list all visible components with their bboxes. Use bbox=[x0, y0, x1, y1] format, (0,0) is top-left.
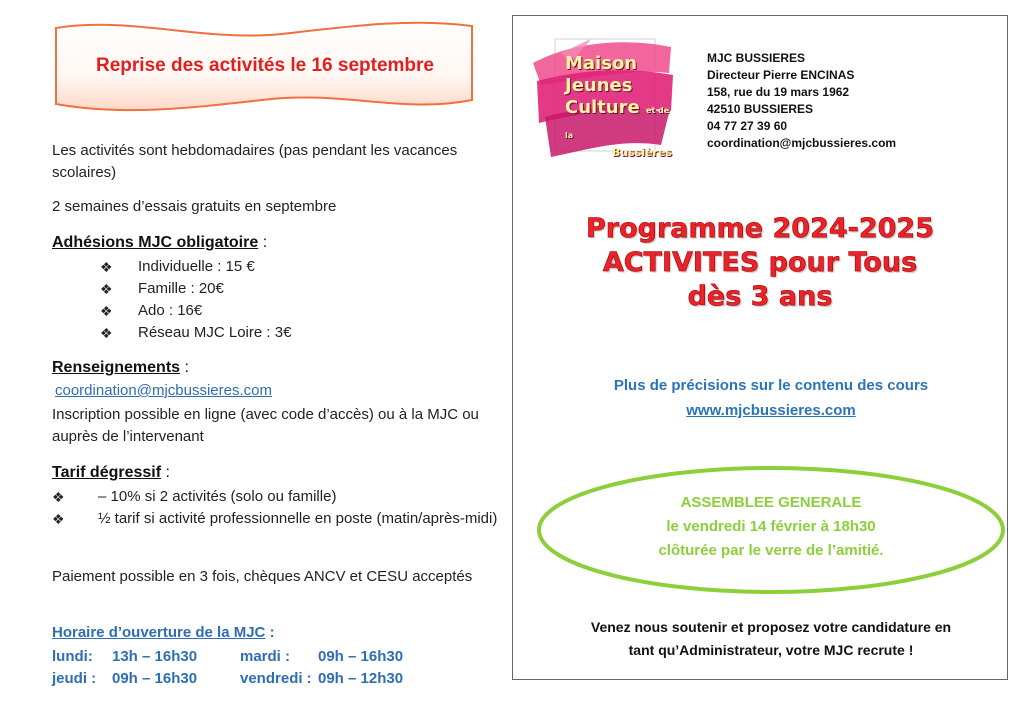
table-row: jeudi : 09h – 16h30 vendredi : 09h – 12h30 bbox=[52, 670, 404, 687]
diamond-bullet-icon: ❖ bbox=[100, 303, 113, 319]
list-item: ❖ – 10% si 2 activités (solo ou famille) bbox=[52, 486, 504, 508]
address-line: 42510 BUSSIERES bbox=[707, 102, 814, 116]
paiement-text: Paiement possible en 3 fois, chèques ANCV et CESU acceptés bbox=[52, 568, 473, 585]
renseignements-suffix: : bbox=[180, 359, 189, 376]
horaire-title: Horaire d’ouverture de la MJC bbox=[52, 624, 266, 641]
assemblee-text bbox=[535, 491, 1007, 563]
website-link[interactable]: www.mjcbussieres.com bbox=[686, 402, 856, 419]
intro-text: Les activités sont hebdomadaires (pas pendant les vacances scolaires) bbox=[52, 142, 458, 181]
tarif-heading bbox=[52, 464, 170, 482]
list-item: ❖ Réseau MJC Loire : 3€ bbox=[100, 322, 291, 344]
list-item: ❖ Individuelle : 15 € bbox=[100, 256, 291, 278]
table-row: lundi: 13h – 16h30 mardi : 09h – 16h30 bbox=[52, 648, 404, 665]
logo-line-culture: Culture bbox=[565, 97, 640, 118]
programme-title bbox=[512, 212, 1008, 314]
diamond-bullet-icon: ❖ bbox=[100, 259, 113, 275]
banner-title: Reprise des activités le 16 septembre bbox=[96, 55, 434, 76]
adhesions-suffix: : bbox=[258, 234, 268, 251]
programme-line: ACTIVITES pour Tous bbox=[602, 247, 918, 278]
support-line: tant qu’Administrateur, votre MJC recrute ! bbox=[628, 642, 914, 658]
horaire-heading bbox=[52, 624, 275, 642]
horaire-suffix: : bbox=[265, 624, 275, 641]
renseignements-title: Renseignements bbox=[52, 359, 181, 376]
info-text: Plus de précisions sur le contenu des cours bbox=[613, 377, 929, 394]
email-link[interactable]: coordination@mjcbussieres.com bbox=[55, 382, 272, 399]
diamond-bullet-icon: ❖ bbox=[100, 325, 113, 341]
programme-line: dès 3 ans bbox=[687, 281, 833, 312]
list-item: ❖ Famille : 20€ bbox=[100, 278, 291, 300]
logo-line-jeunes: Jeunes bbox=[565, 75, 633, 96]
horaire-table bbox=[52, 646, 432, 690]
adhesions-title: Adhésions MJC obligatoire bbox=[52, 234, 259, 251]
address-line: 158, rue du 19 mars 1962 bbox=[707, 85, 850, 99]
support-line: Venez nous soutenir et proposez votre candidature en bbox=[590, 619, 952, 635]
support-text bbox=[512, 616, 1024, 662]
address-line: 04 77 27 39 60 bbox=[707, 119, 788, 133]
mjc-logo bbox=[531, 33, 676, 161]
programme-line: Programme 2024-2025 bbox=[586, 213, 934, 244]
adhesions-list bbox=[100, 256, 291, 344]
tarif-list bbox=[52, 486, 504, 530]
address-line: Directeur Pierre ENCINAS bbox=[707, 68, 855, 82]
diamond-bullet-icon: ❖ bbox=[52, 489, 65, 505]
assemblee-line: le vendredi 14 février à 18h30 bbox=[666, 518, 876, 535]
adhesions-heading bbox=[52, 234, 267, 252]
diamond-bullet-icon: ❖ bbox=[100, 281, 113, 297]
renseignements-heading bbox=[52, 359, 189, 377]
assemblee-line: clôturée par le verre de l’amitié. bbox=[658, 542, 884, 559]
logo-line-bussieres: Bussières bbox=[612, 146, 672, 159]
assemblee-line: ASSEMBLEE GENERALE bbox=[680, 494, 862, 511]
logo-line-etdela: et de la bbox=[565, 106, 670, 140]
tarif-suffix: : bbox=[161, 464, 170, 481]
tarif-title: Tarif dégressif bbox=[52, 464, 162, 481]
address-line: MJC BUSSIERES bbox=[707, 51, 806, 65]
list-item: ❖ Ado : 16€ bbox=[100, 300, 291, 322]
trial-text: 2 semaines d’essais gratuits en septembre bbox=[52, 198, 337, 215]
list-item: ❖ ½ tarif si activité professionnelle en poste (matin/après-midi) bbox=[52, 508, 504, 530]
diamond-bullet-icon: ❖ bbox=[52, 511, 65, 527]
logo-line-maison: Maison bbox=[565, 53, 638, 74]
banner bbox=[52, 20, 478, 112]
address-block bbox=[707, 50, 896, 152]
address-line: coordination@mjcbussieres.com bbox=[707, 136, 897, 150]
inscription-text: Inscription possible en ligne (avec code d’accès) ou à la MJC ou auprès de l’intervenant bbox=[52, 406, 479, 445]
